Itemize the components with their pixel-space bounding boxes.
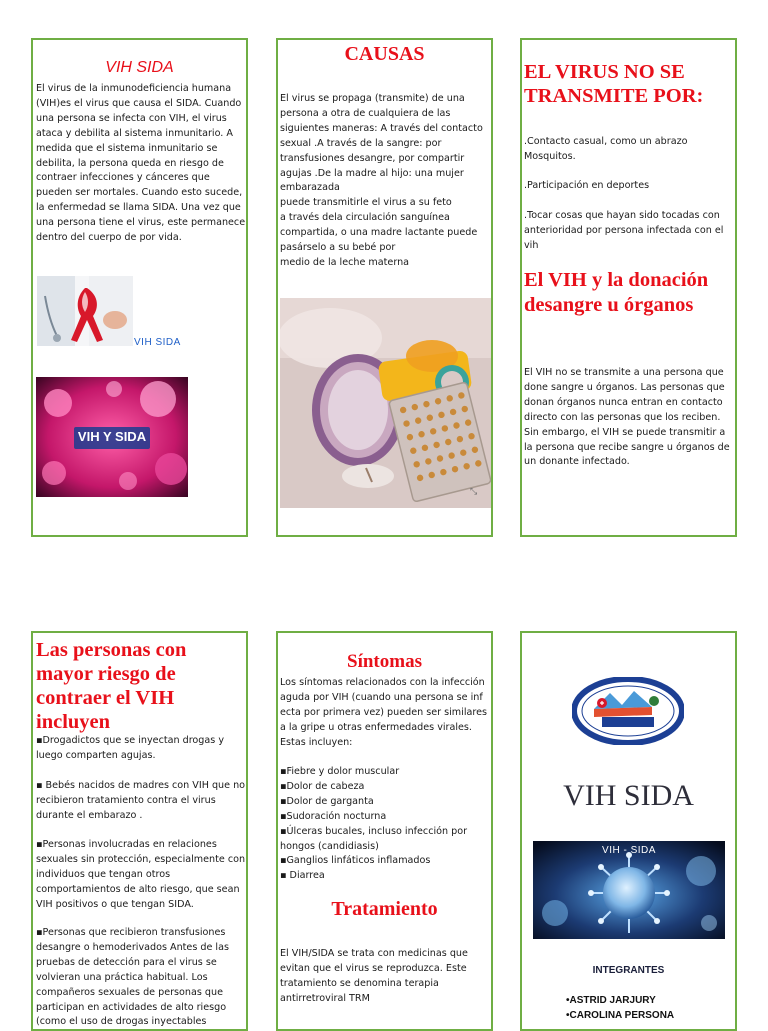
sintoma-item: ▪Fiebre y dolor muscular: [280, 766, 400, 777]
contraceptives-image: [280, 298, 491, 508]
no-transmite-item: .Participación en deportes: [524, 180, 650, 191]
causas-line: sexual .A través de la sangre: por: [280, 137, 442, 149]
no-transmite-item: .Contacto casual, como un abrazo Mosquitos.: [524, 136, 688, 162]
member-name: •CAROLINA PERSONA: [566, 1010, 675, 1021]
riesgo-item: ▪Personas que recibieron transfusiones desangre o hemoderivados Antes de las pruebas de detección para el virus se volvieran una práctica habitual. Los compañeros sexuales de personas que participan en actividades de alto riesgo (como el uso de drogas inyectables: [36, 927, 229, 1028]
virus-image-label: VIH - SIDA: [602, 845, 656, 856]
no-transmite-item: .Tocar cosas que hayan sido tocadas con anterioridad por persona infectada con el vih: [524, 210, 724, 251]
sintoma-item: ▪ Diarrea: [280, 870, 325, 882]
causas-line: siguientes maneras: A través del contacto: [280, 122, 483, 134]
sintoma-item: ▪Dolor de garganta: [280, 795, 374, 807]
riesgo-item: ▪Personas involucradas en relaciones sexuales sin protección, especialmente con individuos que tengan otros comportamientos de alto riesgo, que sean VIH positivos o que tengan SIDA.: [36, 839, 246, 910]
causas-line: transfusiones desangre, por compartir: [280, 152, 465, 164]
virus-image: [533, 841, 725, 939]
sintoma-item: ▪Úlceras bucales, incluso infección por hongos (candidiasis): [280, 825, 468, 852]
causas-line: persona a otra de cualquiera de las: [280, 107, 451, 119]
causas-text: [280, 92, 491, 271]
mayor-riesgo-title: Las personas con mayor riesgo de contraer el VIH incluyen: [36, 639, 187, 733]
sintoma-item: ▪Sudoración nocturna: [280, 810, 387, 822]
ribbon-caption: VIH SIDA: [134, 337, 181, 348]
sintomas-list: [280, 765, 491, 884]
riesgo-item: ▪ Bebés nacidos de madres con VIH que no recibieron tratamiento contra el virus durante el embarazo .: [36, 780, 246, 821]
causas-title: CAUSAS: [344, 43, 425, 65]
causas-line: pasárselo a su bebé por: [280, 242, 396, 254]
school-seal-logo: [572, 677, 684, 745]
panel-no-transmite: [520, 38, 737, 537]
banner-text: VIH Y SIDA: [77, 429, 147, 444]
causas-line: a través dela circulación sanguínea: [280, 212, 450, 224]
donacion-text: El VIH no se transmite a una persona que done sangre u órganos. Las personas que donan órganos nunca entran en contacto directo con las personas que los reciben. Sin embargo, el VIH se puede transmitir a la persona que recibe sangre u órganos de un donante infectado.: [524, 367, 730, 468]
causas-line: agujas .De la madre al hijo: una mujer: [280, 167, 464, 179]
causas-line: compartida, o una madre lactante puede: [280, 227, 478, 239]
svg-text:⤡: ⤡: [470, 487, 478, 497]
panel-vih-sida: [31, 38, 248, 537]
donacion-title: El VIH y la donación desangre u órganos: [524, 269, 709, 316]
tratamiento-text: El VIH/SIDA se trata con medicinas que evitan que el virus se reproduzca. Este tratamiento se denomina terapia antirretroviral TRM: [280, 948, 468, 1004]
panel1-title: VIH SIDA: [105, 59, 174, 76]
members-list: [566, 993, 674, 1023]
sintomas-intro: Los síntomas relacionados con la infección aguda por VIH (cuando una persona se inf ecta por primera vez) pueden ser similares a la gripe u otras enfermedades virales. Estas incluyen:: [280, 677, 487, 748]
panel-portada: [520, 631, 737, 1031]
panel1-text: El virus de la inmunodeficiencia humana (VIH)es el virus que causa el SIDA. Cuando una persona se infecta con VIH, el virus ataca y debilita al sistema inmunitario. A medida que el sistema inmunitario se debilita, la persona queda en riesgo de contraer infecciones y cánceres que pueden ser mortales. Cuando esto sucede, la enfermedad se llama SIDA. Una vez que una persona tiene el virus, este permanece dentro del cuerpo de por vida.: [36, 83, 246, 244]
vih-sida-banner-image: [36, 377, 188, 497]
causas-line: embarazada: [280, 182, 340, 194]
panel-causas: [276, 38, 493, 537]
cover-title: VIH SIDA: [563, 779, 694, 812]
integrantes-label: INTEGRANTES: [592, 965, 665, 976]
causas-line: medio de la leche materna: [280, 256, 410, 268]
causas-line: puede transmitirle el virus a su feto: [280, 197, 452, 209]
sintomas-title: Síntomas: [347, 651, 422, 672]
no-transmite-title: EL VIRUS NO SE TRANSMITE POR:: [524, 61, 704, 107]
panel-sintomas: [276, 631, 493, 1031]
panel-mayor-riesgo: [31, 631, 248, 1031]
causas-line: El virus se propaga (transmite) de una: [280, 93, 465, 104]
sintoma-item: ▪Ganglios linfáticos inflamados: [280, 855, 431, 867]
member-name: •ASTRID JARJURY: [566, 995, 656, 1006]
ribbon-doctor-image: [37, 276, 133, 346]
sintoma-item: ▪Dolor de cabeza: [280, 780, 365, 792]
riesgo-item: ▪Drogadictos que se inyectan drogas y luego comparten agujas.: [36, 735, 225, 761]
tratamiento-title: Tratamiento: [331, 898, 438, 920]
